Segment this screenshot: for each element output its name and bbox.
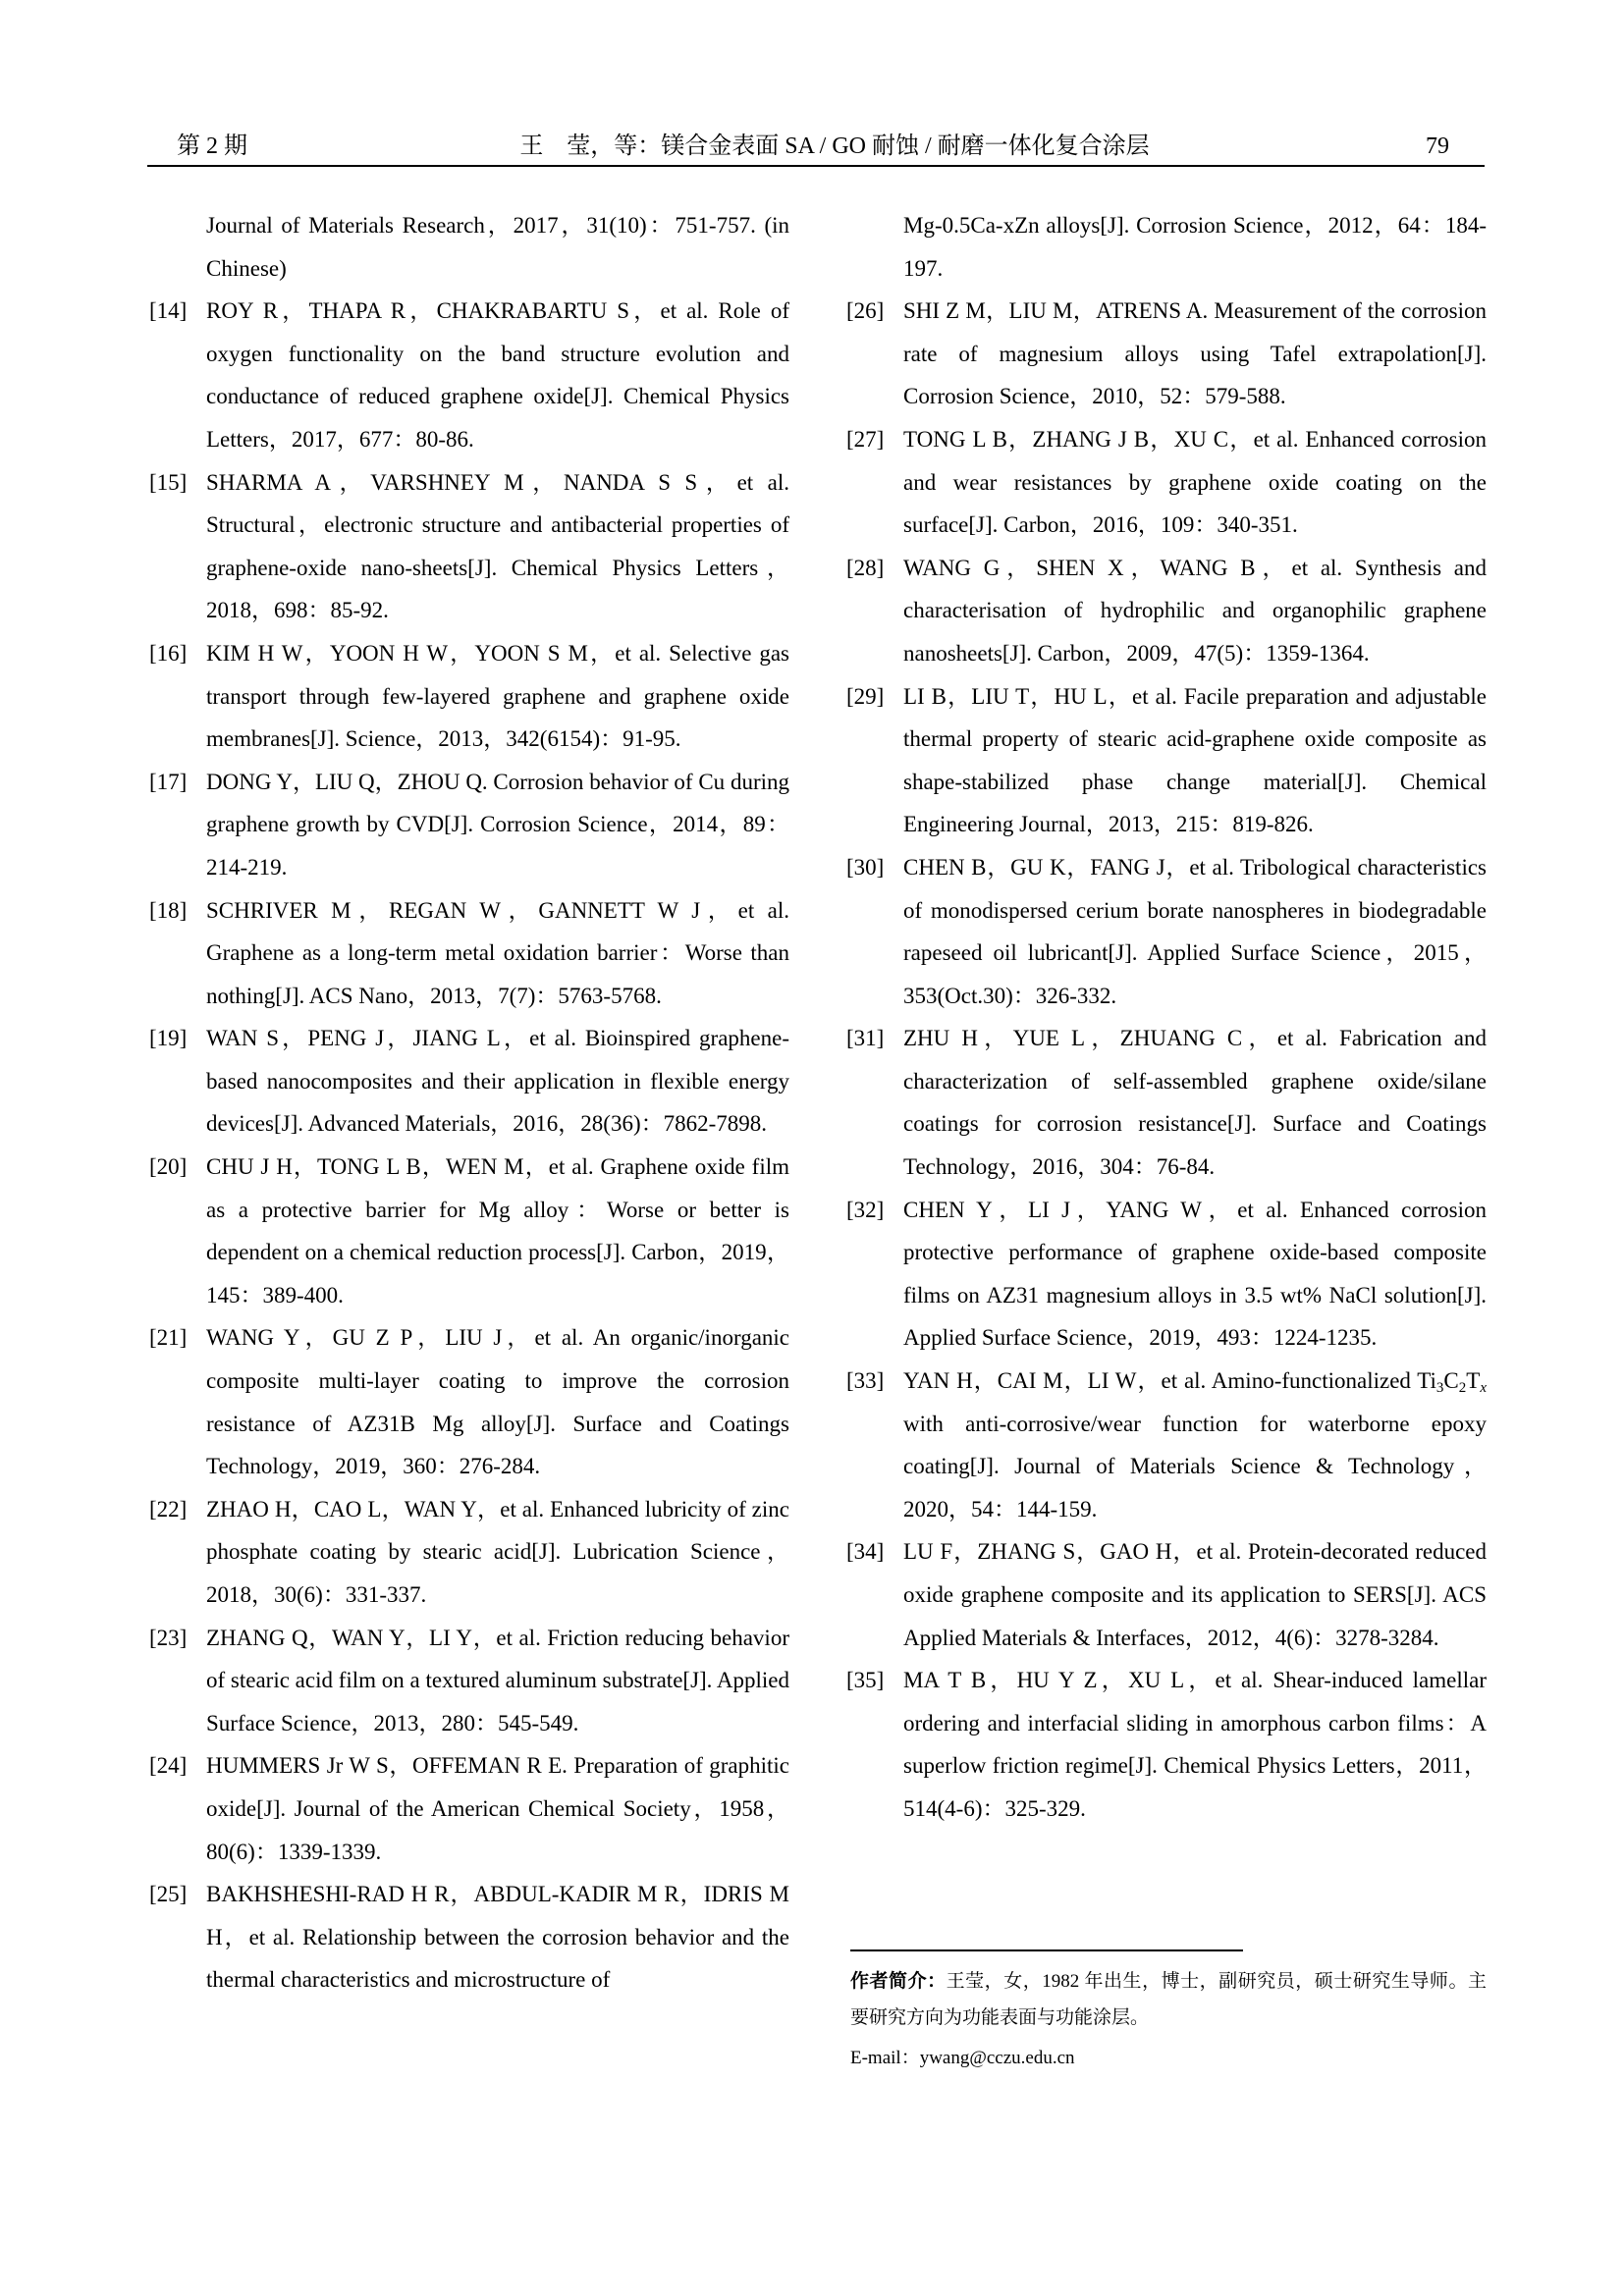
reference-text: SCHRIVER M，REGAN W，GANNETT W J，et al. Graphene as a long-term metal oxidation barrier：Worse than nothing[J]. ACS Nano，2013，7(7)：5763-5768.: [206, 897, 789, 1008]
reference-18: [149, 889, 789, 1018]
footnote-rule: [850, 1949, 1243, 1951]
reference-number: [20]: [149, 1154, 188, 1180]
reference-text: LU F，ZHANG S，GAO H，et al. Protein-decorated reduced oxide graphene composite and its application to SERS[J]. ACS Applied Materials & Interfaces，2012，4(6)：3278-3284.: [903, 1539, 1487, 1650]
reference-number: [29]: [846, 683, 885, 709]
reference-25: [149, 1873, 789, 2002]
reference-14: [149, 290, 789, 460]
reference-number: [35]: [846, 1668, 885, 1693]
reference-number: [21]: [149, 1325, 188, 1351]
reference-number: [34]: [846, 1539, 885, 1565]
issue-number: 第 2 期: [177, 133, 247, 159]
reference-text: MA T B，HU Y Z，XU L，et al. Shear-induced lamellar ordering and interfacial sliding in amorphous carbon films：A superlow friction regime[J]. Chemical Physics Letters，2011，514(4-6)：325-329.: [903, 1668, 1487, 1821]
reference-number: [28]: [846, 555, 885, 580]
reference-text: ROY R，THAPA R，CHAKRABARTU S，et al. Role of oxygen functionality on the band structure evolution and conductance of reduced graphene oxide[J]. Chemical Physics Letters，2017，677：80-86.: [206, 298, 789, 452]
reference-22: [149, 1488, 789, 1617]
reference-number: [23]: [149, 1625, 188, 1650]
reference-text: ZHANG Q，WAN Y，LI Y，et al. Friction reducing behavior of stearic acid film on a textured aluminum substrate[J]. Applied Surface Science，2013，280：545-549.: [206, 1625, 790, 1735]
reference-number: [25]: [149, 1882, 188, 1907]
reference-text: KIM H W，YOON H W，YOON S M，et al. Selective gas transport through few-layered graphene and graphene oxide membranes[J]. Science，2013，342(6154)：91-95.: [206, 640, 789, 752]
reference-text: LI B，LIU T，HU L，et al. Facile preparation and adjustable thermal property of stearic acid-graphene oxide composite as shape-stabilized phase change material[J]. Chemical Engineering Journal，2013，215：819-826.: [903, 683, 1487, 837]
reference-text: Journal of Materials Research，2017，31(10)：751-757. (in Chinese): [206, 213, 789, 281]
author-bio-text: [850, 1963, 1487, 2036]
reference-text: ZHU H，YUE L，ZHUANG C，et al. Fabrication and characterization of self-assembled graphene oxide/silane coatings for corrosion resistance[J]. Surface and Coatings Technology，2016，304：76-84.: [903, 1026, 1487, 1180]
reference-text: BAKHSHESHI-RAD H R，ABDUL-KADIR M R，IDRIS M H，et al. Relationship between the corrosion behavior and the thermal characteristics and microstructure of: [206, 1882, 789, 1993]
reference-33: [846, 1360, 1487, 1530]
reference-text: WANG Y，GU Z P，LIU J，et al. An organic/inorganic composite multi-layer coating to improve the corrosion resistance of AZ31B Mg alloy[J]. Surface and Coatings Technology，2019，360：276-284.: [206, 1325, 789, 1479]
references-left-column: [149, 204, 789, 2002]
author-email: E-mail：ywang@cczu.edu.cn: [850, 2048, 1075, 2068]
subscript-italic: x: [1480, 1380, 1487, 1397]
page-number: 79: [1426, 133, 1449, 159]
reference-number: [17]: [149, 769, 188, 794]
reference-23: [149, 1617, 789, 1745]
reference-text: SHARMA A，VARSHNEY M，NANDA S S，et al. Structural，electronic structure and antibacterial properties of graphene-oxide nano-sheets[J]. Chemical Physics Letters，2018，698：85-92.: [206, 469, 789, 623]
reference-text: HUMMERS Jr W S，OFFEMAN R E. Preparation of graphitic oxide[J]. Journal of the American Chemical Society，1958，80(6)：1339-1339.: [206, 1753, 789, 1864]
reference-32: [846, 1189, 1487, 1360]
reference-number: [16]: [149, 640, 188, 666]
reference-text: DONG Y，LIU Q，ZHOU Q. Corrosion behavior of Cu during graphene growth by CVD[J]. Corrosion Science，2014，89：214-219.: [206, 769, 789, 880]
reference-27: [846, 418, 1487, 547]
running-title: 王 莹，等：镁合金表面 SA / GO 耐蚀 / 耐磨一体化复合涂层: [519, 133, 1150, 159]
reference-number: [15]: [149, 469, 188, 495]
reference-21: [149, 1316, 789, 1487]
author-bio: [850, 1949, 1487, 2076]
reference-number: [26]: [846, 298, 885, 324]
reference-text-part: YAN H，CAI M，LI W，et al. Amino-functionalized Ti: [903, 1368, 1436, 1394]
reference-number: [24]: [149, 1753, 188, 1779]
reference-text-part: with anti-corrosive/wear function for waterborne epoxy coating[J]. Journal of Materials Science & Technology，2020，54：144-159.: [903, 1411, 1487, 1522]
reference-text: CHEN Y，LI J，YANG W，et al. Enhanced corrosion protective performance of graphene oxide-based composite films on AZ31 magnesium alloys in 3.5 wt% NaCl solution[J]. Applied Surface Science，2019，493：1224-1235.: [903, 1197, 1487, 1351]
reference-19: [149, 1017, 789, 1146]
reference-34: [846, 1530, 1487, 1659]
reference-20: [149, 1146, 789, 1316]
reference-28: [846, 547, 1487, 675]
reference-text-part: C: [1443, 1368, 1459, 1394]
reference-text: Mg-0.5Ca-xZn alloys[J]. Corrosion Science，2012，64：184-197.: [903, 213, 1487, 281]
reference-number: [27]: [846, 426, 885, 452]
reference-35: [846, 1659, 1487, 1830]
reference-31: [846, 1017, 1487, 1188]
reference-30: [846, 846, 1487, 1017]
reference-29: [846, 675, 1487, 846]
reference-continuation: [149, 204, 789, 290]
reference-text: SHI Z M，LIU M，ATRENS A. Measurement of the corrosion rate of magnesium alloys using Tafel extrapolation[J]. Corrosion Science，2010，52：579-588.: [903, 298, 1487, 409]
reference-24: [149, 1744, 789, 1873]
reference-number: [22]: [149, 1496, 188, 1522]
reference-number: [18]: [149, 897, 188, 923]
reference-text: [903, 1360, 1487, 1530]
reference-number: [30]: [846, 854, 885, 880]
running-header: [147, 126, 1485, 167]
reference-text: TONG L B，ZHANG J B，XU C，et al. Enhanced corrosion and wear resistances by graphene oxide coating on the surface[J]. Carbon，2016，109：340-351.: [903, 426, 1487, 538]
reference-15: [149, 461, 789, 632]
reference-text: ZHAO H，CAO L，WAN Y，et al. Enhanced lubricity of zinc phosphate coating by stearic acid[J]. Lubrication Science，2018，30(6)：331-337.: [206, 1496, 789, 1607]
reference-26: [846, 290, 1487, 418]
reference-text: CHU J H，TONG L B，WEN M，et al. Graphene oxide film as a protective barrier for Mg alloy：Worse or better is dependent on a chemical reduction process[J]. Carbon，2019，145：389-400.: [206, 1154, 789, 1308]
reference-17: [149, 761, 789, 889]
reference-number: [32]: [846, 1197, 885, 1222]
subscript: 3: [1435, 1380, 1444, 1397]
subscript: 2: [1458, 1380, 1467, 1397]
author-bio-label: 作者简介：: [850, 1971, 947, 1992]
reference-continuation: [846, 204, 1487, 290]
author-bio-body: 王莹，女，1982 年出生，博士，副研究员，硕士研究生导师。主要研究方向为功能表面与功能涂层。: [850, 1971, 1487, 2028]
references-right-column: [846, 204, 1487, 1831]
reference-text: CHEN B，GU K，FANG J，et al. Tribological characteristics of monodispersed cerium borate nanospheres in biodegradable rapeseed oil lubricant[J]. Applied Surface Science，2015，353(Oct.30)：326-332.: [903, 854, 1487, 1008]
reference-16: [149, 632, 789, 761]
reference-text-part: T: [1466, 1368, 1481, 1394]
reference-number: [19]: [149, 1026, 188, 1051]
reference-number: [31]: [846, 1026, 885, 1051]
reference-number: [33]: [846, 1368, 885, 1394]
reference-text: WANG G，SHEN X，WANG B，et al. Synthesis and characterisation of hydrophilic and organophilic graphene nanosheets[J]. Carbon，2009，47(5)：1359-1364.: [903, 555, 1487, 666]
reference-text: WAN S，PENG J，JIANG L，et al. Bioinspired graphene-based nanocomposites and their application in flexible energy devices[J]. Advanced Materials，2016，28(36)：7862-7898.: [206, 1026, 789, 1137]
reference-number: [14]: [149, 298, 188, 324]
